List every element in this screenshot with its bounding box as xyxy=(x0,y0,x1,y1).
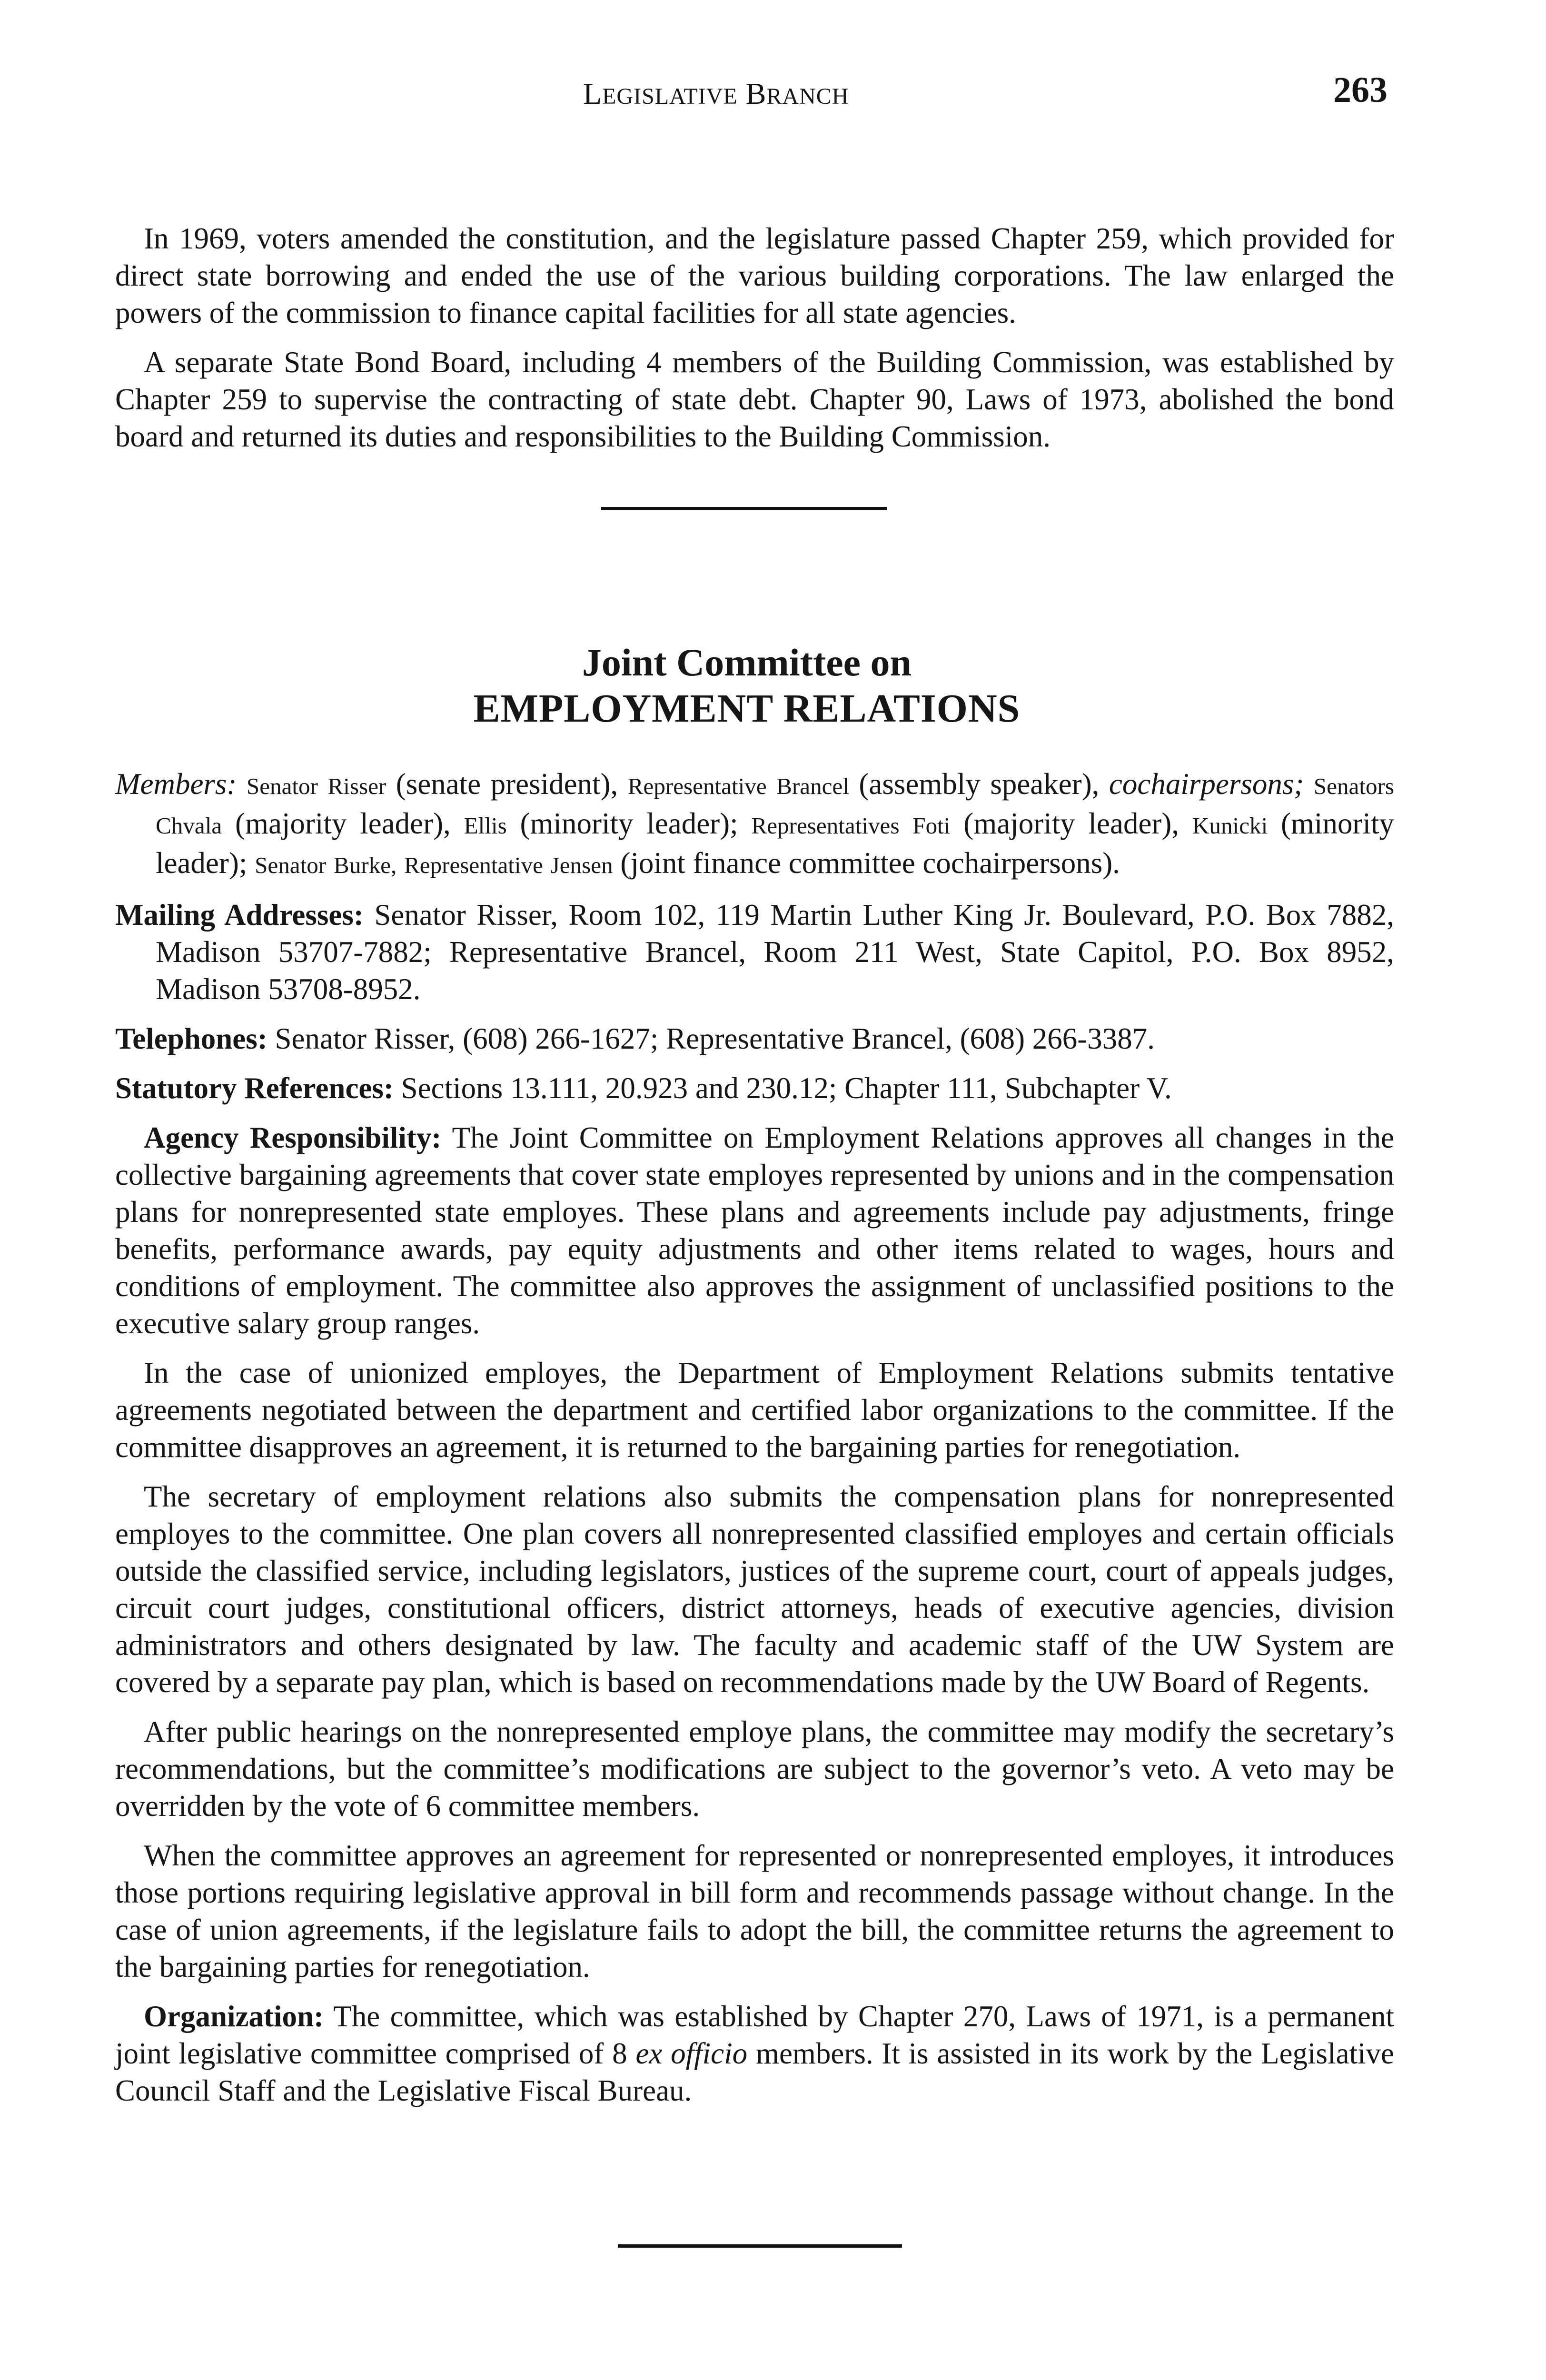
intro-section xyxy=(115,220,1394,455)
page-number: 263 xyxy=(1333,70,1387,110)
member-role: (majority leader), xyxy=(235,807,451,840)
agency-text: The Joint Committee on Employment Relations approves all changes in the collective bargaining agreements that cover state employes represented by unions and in the compensation plans for nonrepresented state employes. These plans and agreements include pay adjustments, fringe benefits, performance awards, pay equity adjustments and other items related to wages, hours and conditions of employment. The committee also approves the assignment of unclassified positions to the executive salary group ranges. xyxy=(115,1121,1394,1340)
member-name: Burke, xyxy=(333,852,397,878)
telephones-entry xyxy=(115,1020,1394,1057)
mailing-entry xyxy=(115,896,1394,1008)
agency-label: Agency Responsibility: xyxy=(144,1121,442,1154)
section-divider-top xyxy=(601,507,887,510)
agency-paragraph-3: The secretary of employment relations also submits the compensation plans for nonrepresented employes to the committee. One plan covers all nonrepresented classified employes and certain officials outside the classified service, including legislators, justices of the supreme court, court of appeals judges, circuit court judges, constitutional officers, district attorneys, heads of executive agencies, division administrators and others designated by law. The faculty and academic staff of the UW System are covered by a separate pay plan, which is based on recommendations made by the UW Board of Regents. xyxy=(115,1480,1394,1699)
member-name: Ellis xyxy=(464,813,507,839)
intro-paragraph-1: In 1969, voters amended the constitution, and the legislature passed Chapter 259, which provided for direct state borrowing and ended the use of the various building corporations. The law enlarged the powers of the commission to finance capital facilities for all state agencies. xyxy=(115,222,1394,329)
member-role: (minority leader); xyxy=(520,807,738,840)
member-role: (majority leader), xyxy=(963,807,1179,840)
member-role: (senate president), xyxy=(396,767,618,801)
running-head-initial-2: B xyxy=(745,77,767,110)
cochairs-note: cochairpersons; xyxy=(1109,767,1304,801)
statutory-text: Sections 13.111, 20.923 and 230.12; Chapter 111, Subchapter V. xyxy=(401,1071,1172,1105)
member-role: (minority leader); xyxy=(156,807,1395,880)
agency-entry xyxy=(115,1119,1394,1342)
member-name: Risser xyxy=(327,773,386,799)
running-head-rest-2: RANCH xyxy=(766,84,849,109)
member-title: Senator xyxy=(255,852,327,878)
member-title: Representative xyxy=(627,773,767,799)
statutory-entry xyxy=(115,1070,1394,1107)
running-head-initial-1: L xyxy=(583,77,603,110)
telephones-label: Telephones: xyxy=(115,1022,268,1055)
agency-paragraph-5: When the committee approves an agreement for represented or nonrepresented employes, it introduces those portions requiring legislative approval in bill form and recommends passage without change. In the case of union agreements, if the legislature fails to adopt the bill, the committee returns the agreement to the bargaining parties for renegotiation. xyxy=(115,1839,1394,1983)
running-head-rest-1: EGISLATIVE xyxy=(602,84,738,109)
members-entry xyxy=(115,765,1394,884)
member-role: (joint finance committee cochairpersons). xyxy=(620,846,1120,880)
section-title: Joint Committee on xyxy=(582,641,912,684)
member-name: Foti xyxy=(912,813,951,839)
agency-paragraph-2: In the case of unionized employes, the Department of Employment Relations submits tentative agreements negotiated between the department and certified labor organizations to the committee. If the committee disapproves an agreement, it is returned to the bargaining parties for renegotiation. xyxy=(115,1356,1394,1464)
organization-label: Organization: xyxy=(144,2000,324,2033)
committee-details xyxy=(115,765,1394,2109)
mailing-label: Mailing Addresses: xyxy=(115,898,364,932)
organization-text-b: members. It is assisted in its work by the Legislative Council Staff and the Legislative Fiscal Bureau. xyxy=(115,2037,1395,2107)
mailing-text: Senator Risser, Room 102, 119 Martin Luther King Jr. Boulevard, P.O. Box 7882, Madison 53707-7882; Representative Brancel, Room 211 West, State Capitol, P.O. Box 8952, Madison 53708-8952. xyxy=(156,898,1395,1006)
organization-text-a: The committee, which was established by Chapter 270, Laws of 1971, is a permanent joint legislative committee comprised of 8 xyxy=(115,2000,1394,2070)
members-label: Members: xyxy=(115,767,237,801)
section-divider-bottom xyxy=(618,2244,902,2248)
member-name: Jensen xyxy=(550,852,613,878)
section-subtitle: EMPLOYMENT RELATIONS xyxy=(473,686,1021,731)
member-name: Brancel xyxy=(776,773,849,799)
member-title: Representative xyxy=(404,852,543,878)
member-title: Senator xyxy=(246,773,318,799)
agency-paragraph-4: After public hearings on the nonrepresented employe plans, the committee may modify the secretary’s recommendations, but the committee’s modifications are subject to the governor’s veto. A veto may be overridden by the vote of 6 committee members. xyxy=(115,1715,1394,1823)
member-title: Representatives xyxy=(751,813,900,839)
member-name: Kunicki xyxy=(1192,813,1268,839)
member-name: Chvala xyxy=(156,813,222,839)
statutory-label: Statutory References: xyxy=(115,1071,394,1105)
organization-italic: ex officio xyxy=(635,2037,748,2070)
member-title: Senators xyxy=(1313,773,1395,799)
organization-entry xyxy=(115,1998,1394,2109)
member-role: (assembly speaker), xyxy=(859,767,1100,801)
running-head xyxy=(583,76,849,111)
telephones-text: Senator Risser, (608) 266-1627; Representative Brancel, (608) 266-3387. xyxy=(275,1022,1155,1055)
intro-paragraph-2: A separate State Bond Board, including 4 members of the Building Commission, was established by Chapter 259 to supervise the contracting of state debt. Chapter 90, Laws of 1973, abolished the bond board and returned its duties and responsibilities to the Building Commission. xyxy=(115,346,1394,453)
